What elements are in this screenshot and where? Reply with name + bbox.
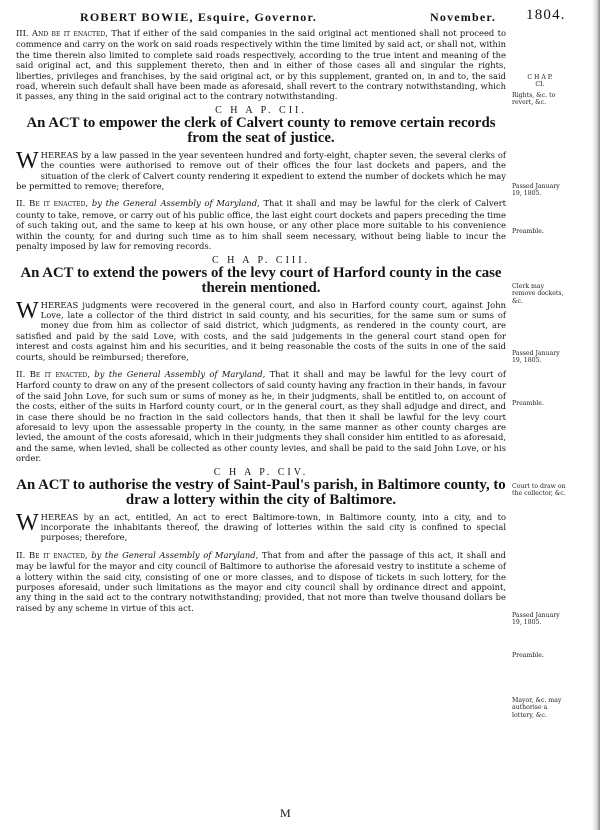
- margin-note-preamble: Preamble.: [512, 652, 544, 659]
- scan-edge-shadow: [592, 0, 600, 830]
- chapter-heading: C H A P. CIV.: [213, 466, 309, 478]
- margin-note-mayor: Mayor, &c. may authorise a lottery, &c.: [512, 697, 562, 719]
- act-title: An ACT to authorise the vestry of Saint-Paul's parish, in Baltimore county, to draw a lottery within the city of Baltimore.: [16, 476, 506, 508]
- section-ii: II. Be it enacted, by the General Assembly of Maryland, That it shall and may be lawful for the levy court of Harford county to draw on any of the present collectors of said county having any fraction in their hands, in favour of the said John Love, for such sum or sums of money as he, in their judgments, shall be entitled to, on account of the costs, either of the suits in Harford county court, or in the general court, as they shall adjudge and direct, and in case there should be no fraction in the said collectors hands, that then it shall be lawful for the levy court aforesaid to levy upon the assessable property in the county, in the same manner as other county charges are levied, the amount of the costs aforesaid, which in their judgments they shall consider him entitled to as aforesaid, and the same, when levied, shall be collected as other county levies, and shall be paid to the said John Love, or his order.: [16, 368, 506, 464]
- act-title: An ACT to extend the powers of the levy court of Harford county in the case therein mentioned.: [20, 264, 502, 296]
- margin-note-passed: Passed January 19, 1805.: [512, 350, 560, 365]
- margin-note-clerk: Clerk may remove dockets, &c.: [512, 283, 564, 305]
- section-ii: II. Be it enacted, by the General Assembly of Maryland, That from and after the passage of this act, it shall and may be lawful for the mayor and city council of Baltimore to authorise the aforesaid vestry to institute a scheme of a lottery within the said city, consisting of one or more classes, and to dispose of tickets in such lottery, for the purposes aforesaid, under such limitations as the mayor and city council shall by ordinance direct and appoint, any thing in the said act to the contrary notwithstanding; provided, that not more than twelve thousand dollars be raised by any scheme in virtue of this act.: [16, 549, 506, 613]
- margin-note-passed: Passed January 19, 1805.: [512, 183, 560, 198]
- section-iii: III. And be it enacted, That if either of the said companies in the said original act mentioned shall not proceed to commence and carry on the work on said roads respectively within the time limited by said act, or shall not, within the time therein also limited to complete said roads respectively, according to the true intent and meaning of the said original act, and this supplement thereto, then and in either of those cases all and singular the rights, liberties, privileges and franchises, by the said original act, or by this supplement, granted on, in and to, the said road, wherein such default shall have been made as aforesaid, shall revert to the contrary notwithstanding, which it passes, any thing in the said original act to the contrary notwithstanding.: [16, 28, 506, 102]
- margin-note-court: Court to draw on the collector, &c.: [512, 483, 566, 498]
- preamble: WHEREAS by a law passed in the year seventeen hundred and forty-eight, chapter seven, the several clerks of the counties were authorised to remove out of their offices the four last dockets and papers, and the situation of the clerk of Calvert county rendering it expedient to extend the number of dockets which he may be permitted to remove; therefore,: [16, 147, 506, 192]
- signature-mark: M: [280, 806, 291, 820]
- margin-note-preamble: Preamble.: [512, 228, 544, 235]
- preamble: WHEREAS judgments were recovered in the general court, and also in Harford county court, against John Love, late a collector of the third district in said county, and his securities, for the same sum or sums of money due from him as collector of said district, which judgments, as rendered in the county court, are satisfied and paid by the said Love, with costs, and the said judgements in the general court stand open for interest and costs against him and his securities, and it being reasonable the costs of the suits in one of the said courts, should be reimbursed; therefore,: [16, 297, 506, 362]
- header-month: November.: [430, 10, 497, 24]
- margin-note-preamble: Preamble.: [512, 400, 544, 407]
- margin-chap-ref: C H A P. CI.: [527, 74, 553, 89]
- preamble: WHEREAS by an act, entitled, An act to erect Baltimore-town, in Baltimore county, into a city, and to incorporate the inhabitants thereof, the drawing of lotteries within the said city is confined to special purposes; therefore,: [16, 509, 506, 543]
- running-header: [20, 7, 566, 28]
- margin-note-passed: Passed January 19, 1805.: [512, 612, 560, 627]
- header-year: 1804.: [526, 7, 566, 23]
- chapter-heading: C H A P. CIII.: [211, 254, 311, 266]
- main-text: [16, 28, 506, 613]
- running-title: ROBERT BOWIE, Esquire, Governor.: [80, 10, 318, 24]
- act-title: An ACT to empower the clerk of Calvert county to remove certain records from the seat of justice.: [26, 114, 496, 146]
- chapter-heading: C H A P. CII.: [215, 104, 307, 116]
- section-ii: II. Be it enacted, by the General Assembly of Maryland, That it shall and may be lawful for the clerk of Calvert county to take, remove, or carry out of his public office, the last eight court dockets and papers preceding the time of such taking out, and the same to keep at his own house, or any other place more suitable to his convenience within the county, for and during such time as to him shall seem necessary, without being liable to incur the penalty imposed by law for removing records.: [16, 198, 506, 252]
- drop-cap: W: [16, 509, 39, 536]
- margin-note-rights: Rights, &c. to revert, &c.: [512, 92, 556, 107]
- drop-cap: W: [16, 297, 39, 324]
- drop-cap: W: [16, 147, 39, 174]
